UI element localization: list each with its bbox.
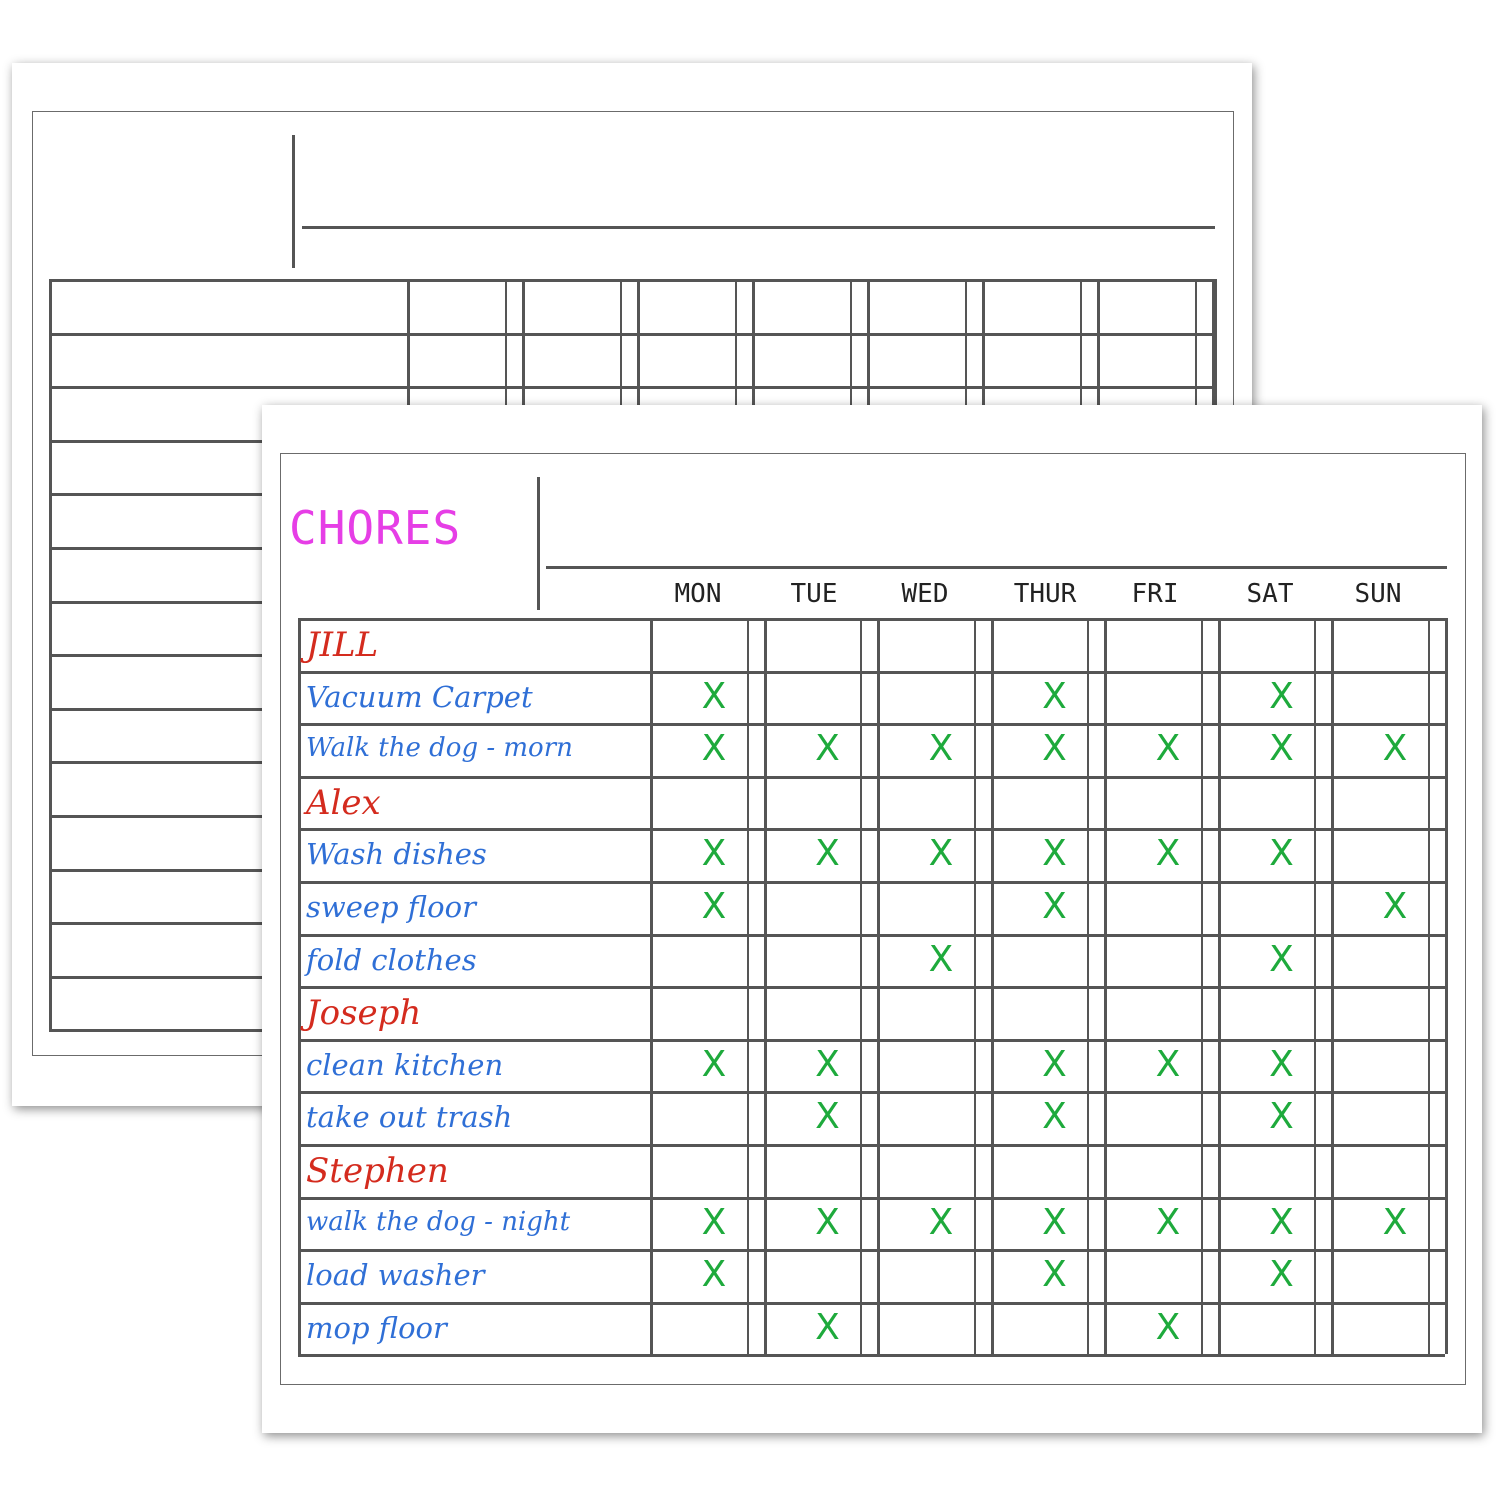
- completed-mark: X: [1042, 1043, 1067, 1085]
- chart-title: CHORES: [289, 501, 462, 555]
- completed-mark: X: [1382, 886, 1408, 927]
- grid-line-vertical: [1428, 618, 1430, 1354]
- grid-line-horizontal: [298, 934, 1445, 937]
- completed-mark: X: [815, 1306, 840, 1348]
- grid-line-vertical: [991, 618, 994, 1354]
- grid-line-horizontal: [298, 1091, 1445, 1094]
- completed-mark: X: [1269, 938, 1294, 980]
- grid-line-horizontal: [298, 1039, 1445, 1042]
- day-header-thur: THUR: [1013, 579, 1077, 609]
- grid-line-horizontal: [49, 279, 1214, 282]
- day-header-fri: FRI: [1131, 579, 1179, 609]
- grid-line-horizontal: [298, 986, 1445, 989]
- completed-mark: X: [1269, 1201, 1294, 1243]
- grid-line-vertical: [650, 618, 653, 1354]
- chore-label: sweep floor: [306, 890, 476, 924]
- completed-mark: X: [1155, 1201, 1181, 1243]
- completed-mark: X: [815, 1201, 840, 1243]
- person-name-label: Stephen: [306, 1151, 449, 1191]
- completed-mark: X: [701, 1043, 727, 1085]
- chore-label: clean kitchen: [306, 1047, 504, 1082]
- grid-line-vertical: [877, 618, 880, 1354]
- title-underline: [302, 226, 1215, 229]
- completed-mark: X: [701, 1201, 727, 1243]
- person-name-label: Alex: [306, 782, 381, 823]
- grid-line-vertical: [1104, 618, 1107, 1354]
- grid-line-horizontal: [298, 618, 1445, 621]
- chore-label: Walk the dog - morn: [306, 733, 573, 764]
- completed-mark: X: [1269, 1254, 1294, 1296]
- grid-line-vertical: [49, 279, 52, 1029]
- completed-mark: X: [1042, 1096, 1067, 1138]
- grid-line-vertical: [860, 618, 862, 1354]
- day-header-sat: SAT: [1246, 579, 1294, 609]
- day-header-wed: WED: [901, 579, 949, 609]
- chore-label: take out trash: [306, 1100, 513, 1135]
- completed-mark: X: [1042, 1254, 1067, 1296]
- grid-line-vertical: [1218, 618, 1221, 1354]
- person-name-label: JILL: [306, 625, 379, 665]
- completed-mark: X: [701, 675, 727, 717]
- grid-line-horizontal: [298, 1144, 1445, 1147]
- completed-mark: X: [815, 1043, 840, 1085]
- chore-label: Wash dishes: [306, 837, 487, 872]
- day-header-sun: SUN: [1354, 579, 1402, 609]
- grid-line-vertical: [1201, 618, 1203, 1354]
- day-header-mon: MON: [674, 579, 722, 609]
- completed-mark: X: [1155, 728, 1181, 770]
- completed-mark: X: [701, 886, 727, 927]
- grid-line-horizontal: [298, 881, 1445, 884]
- grid-line-horizontal: [298, 828, 1445, 831]
- grid-line-vertical: [1331, 618, 1334, 1354]
- completed-mark: X: [1155, 1306, 1181, 1348]
- grid-line-vertical: [747, 618, 749, 1354]
- title-divider-line: [292, 135, 295, 268]
- completed-mark: X: [701, 833, 727, 875]
- completed-mark: X: [815, 833, 840, 875]
- grid-line-horizontal: [298, 1302, 1445, 1305]
- grid-line-horizontal: [298, 1197, 1445, 1200]
- completed-mark: X: [1042, 886, 1067, 927]
- completed-mark: X: [1269, 1043, 1294, 1085]
- completed-mark: X: [701, 728, 727, 770]
- person-name-label: Joseph: [306, 993, 422, 1034]
- completed-mark: X: [701, 1254, 727, 1296]
- chore-label: mop floor: [306, 1310, 447, 1345]
- grid-line-vertical: [1087, 618, 1089, 1354]
- grid-line-horizontal: [298, 1249, 1445, 1252]
- title-divider-line: [537, 477, 540, 610]
- completed-mark: X: [1269, 1096, 1294, 1138]
- completed-mark: X: [928, 833, 954, 875]
- title-underline: [546, 566, 1447, 569]
- grid-line-vertical: [1445, 618, 1448, 1354]
- grid-line-horizontal: [298, 1354, 1445, 1357]
- grid-line-horizontal: [298, 671, 1445, 674]
- grid-line-horizontal: [298, 776, 1445, 779]
- completed-mark: X: [1269, 833, 1294, 875]
- chore-label: Vacuum Carpet: [306, 679, 533, 714]
- completed-mark: X: [1382, 1201, 1408, 1243]
- grid-line-horizontal: [49, 333, 1214, 336]
- grid-line-vertical: [1314, 618, 1316, 1354]
- completed-mark: X: [1155, 1043, 1181, 1085]
- chore-label: load washer: [306, 1258, 485, 1293]
- completed-mark: X: [815, 1096, 840, 1138]
- grid-line-vertical: [764, 618, 767, 1354]
- completed-mark: X: [928, 728, 954, 770]
- grid-line-horizontal: [49, 386, 1214, 389]
- completed-mark: X: [815, 728, 840, 770]
- completed-mark: X: [1042, 833, 1067, 875]
- completed-mark: X: [1155, 833, 1181, 875]
- completed-mark: X: [1269, 675, 1294, 717]
- completed-mark: X: [928, 938, 954, 980]
- completed-mark: X: [1042, 728, 1067, 770]
- grid-line-vertical: [298, 618, 301, 1354]
- completed-mark: X: [1269, 728, 1294, 770]
- chore-label: walk the dog - night: [306, 1206, 571, 1237]
- chore-label: fold clothes: [306, 942, 477, 977]
- grid-line-horizontal: [298, 723, 1445, 726]
- grid-line-vertical: [974, 618, 976, 1354]
- completed-mark: X: [1382, 728, 1408, 770]
- day-header-tue: TUE: [790, 579, 838, 609]
- completed-mark: X: [1042, 675, 1067, 717]
- completed-mark: X: [928, 1201, 954, 1243]
- filled-chore-chart-sheet: [262, 405, 1482, 1433]
- completed-mark: X: [1042, 1201, 1067, 1243]
